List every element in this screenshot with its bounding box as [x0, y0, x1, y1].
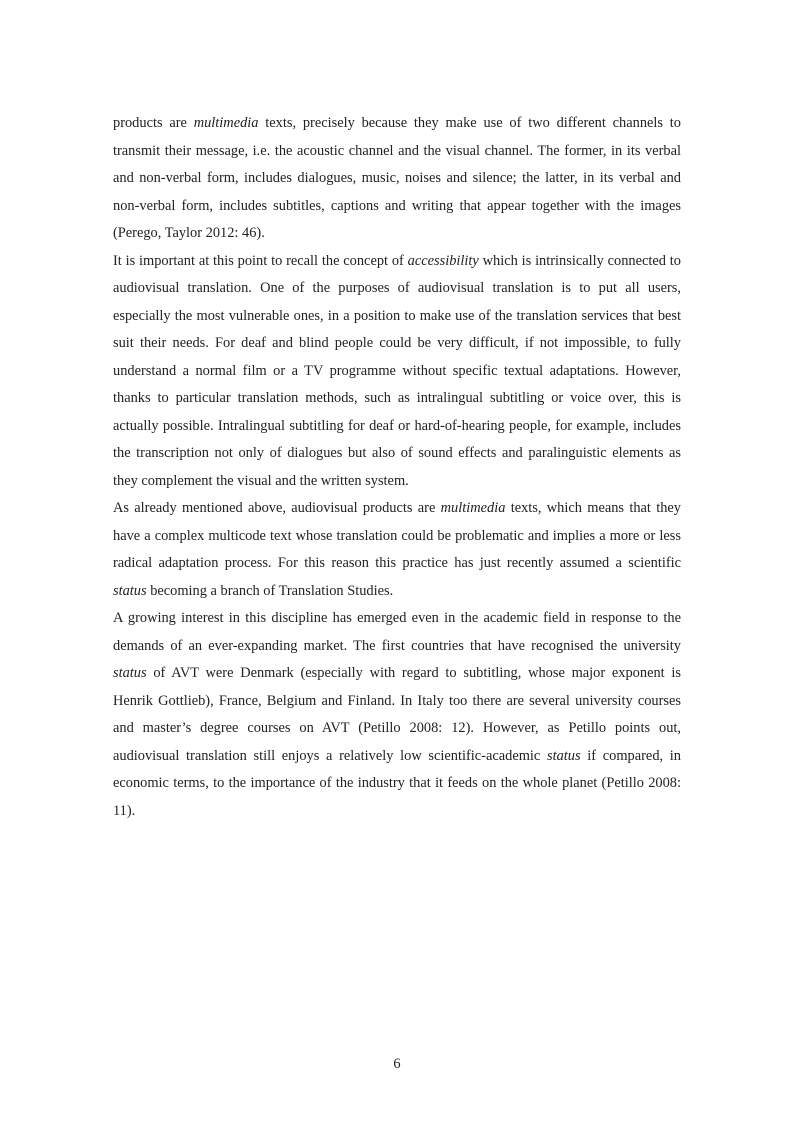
- italic-term: accessibility: [407, 252, 479, 269]
- paragraph-1: [113, 110, 681, 248]
- text-run: As already mentioned above, audiovisual products are: [113, 500, 441, 516]
- italic-term: multimedia: [193, 115, 259, 131]
- text-run: texts, precisely because they make use of two different channels to transmit their message, i.e. the acoustic channel and the visual channel. The former, in its verbal and non-verbal form, includes dialogues, music, noises and silence; the latter, in its verbal and non-verbal form, includes subtitles, captions and writing that appear together with the images (Perego, Taylor 2012: 46).: [113, 115, 681, 241]
- italic-term: status: [113, 665, 147, 681]
- page-number: 6: [393, 1056, 401, 1072]
- text-run: which is intrinsically connected to audiovisual translation. One of the purposes of audiovisual translation is to put all users, especially the most vulnerable ones, in a position to make use of the translation services that best suit their needs. For deaf and blind people could be very difficult, if not impossible, to fully understand a normal film or a TV programme without specific textual adaptations. However, thanks to particular translation methods, such as intralingual subtitling or voice over, this is actually possible. Intralingual subtitling for deaf or hard-of-hearing people, for example, includes the transcription not only of dialogues but also of sound effects and paralinguistic elements as they complement the visual and the written system.: [113, 252, 681, 489]
- text-run: A growing interest in this discipline has emerged even in the academic field in response to the demands of an ever-expanding market. The first countries that have recognised the university: [113, 610, 681, 654]
- text-run: if compared, in economic terms, to the importance of the industry that it feeds on the whole planet (Petillo 2008: 11).: [113, 747, 681, 819]
- paragraph-3: [113, 495, 681, 605]
- paragraph-2: [113, 248, 681, 496]
- text-run: products are: [113, 115, 194, 131]
- paragraph-4: [113, 605, 681, 825]
- body-text: [113, 110, 681, 825]
- text-run: of AVT were Denmark (especially with regard to subtitling, whose major exponent is Henrik Gottlieb), France, Belgium and Finland. In Italy too there are several university courses and master’s degree courses on AVT (Petillo 2008: 12). However, as Petillo points out, audiovisual translation still enjoys a relatively low scientific-academic: [113, 665, 681, 764]
- italic-term: status: [547, 747, 581, 764]
- italic-term: status: [113, 582, 147, 599]
- text-run: It is important at this point to recall the concept of: [113, 252, 408, 269]
- italic-term: multimedia: [440, 500, 506, 516]
- text-run: texts, which means that they have a complex multicode text whose translation could be problematic and implies a more or less radical adaptation process. For this reason this practice has just recently assumed a scientific: [113, 500, 681, 571]
- text-run: becoming a branch of Translation Studies.: [146, 582, 394, 599]
